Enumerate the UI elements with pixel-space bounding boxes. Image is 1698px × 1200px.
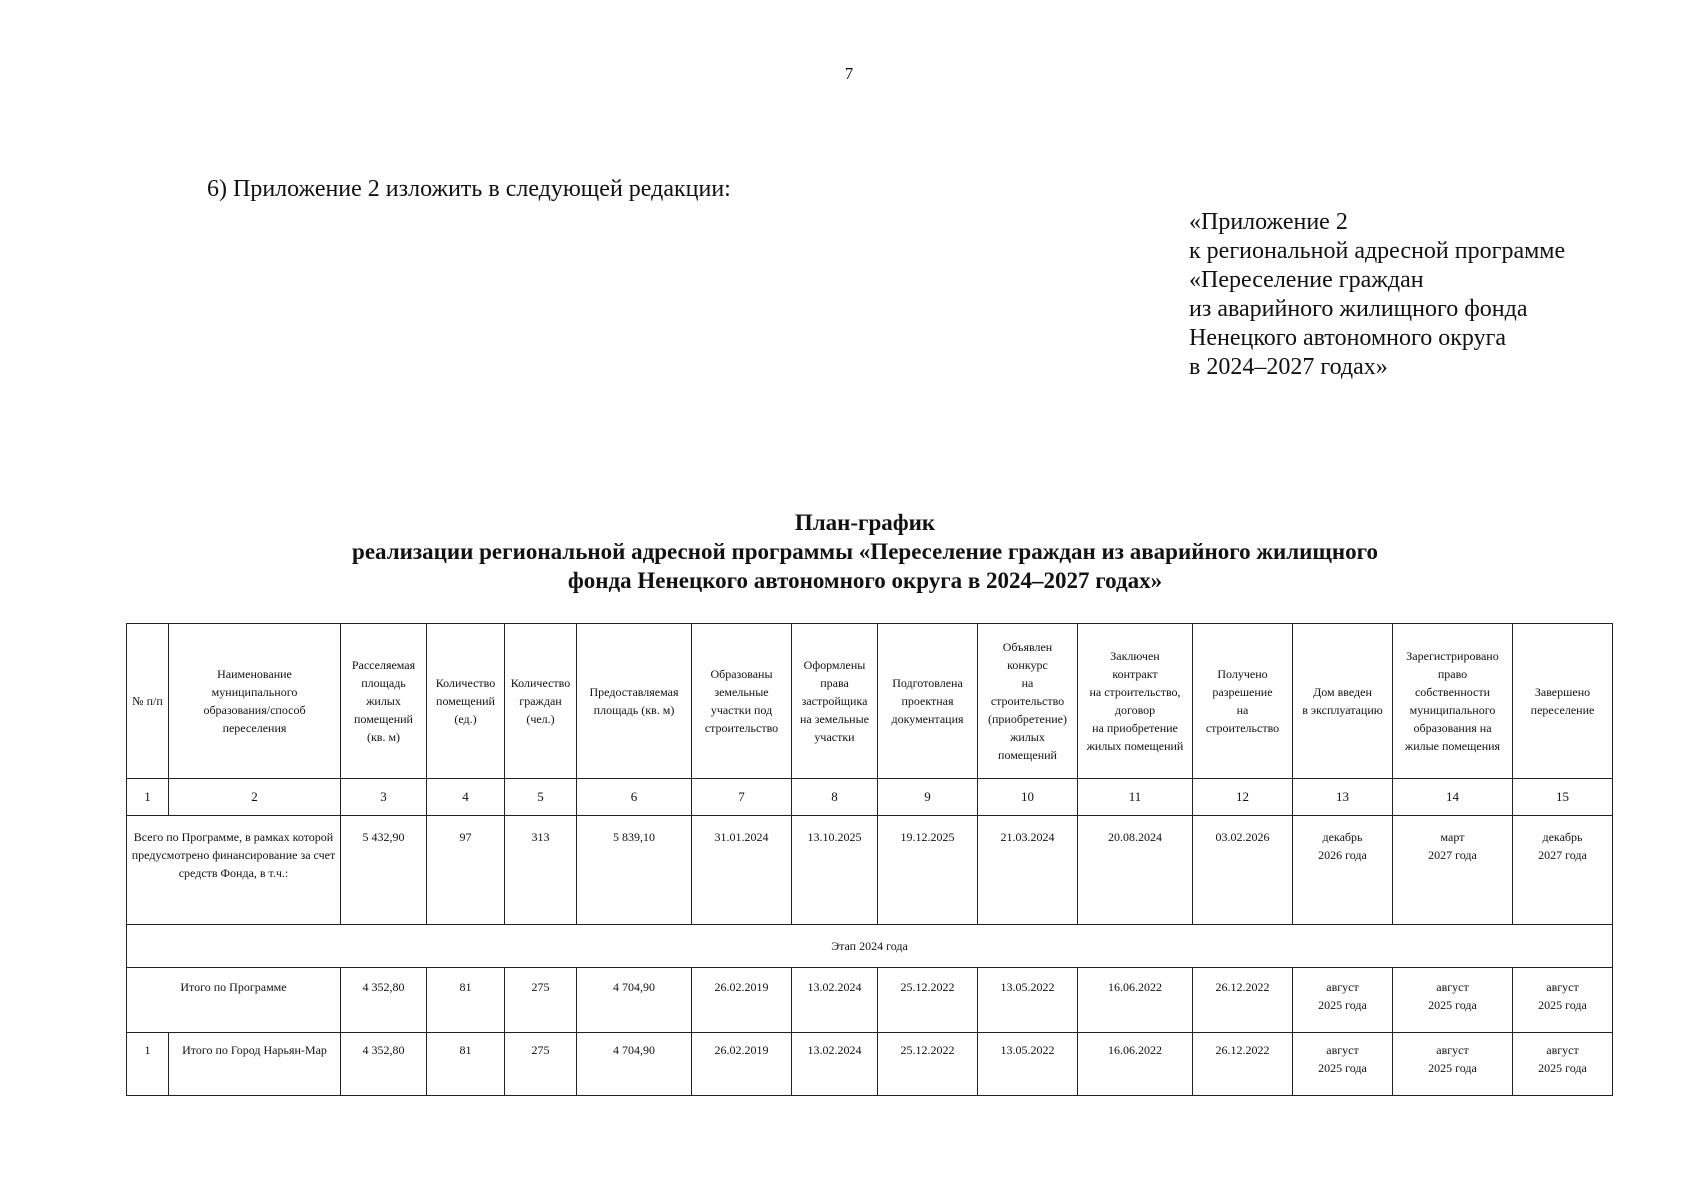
header-text-line: жилых xyxy=(366,694,401,708)
header-text-line: строительство xyxy=(990,694,1065,708)
cell-value: 26.02.2019 xyxy=(692,968,792,1033)
header-text-line: на строительство, xyxy=(1089,685,1181,699)
header-text-line: помещений xyxy=(354,712,413,726)
cell-value: 81 xyxy=(427,1033,505,1096)
column-number: 5 xyxy=(505,779,577,816)
date-text-line: август xyxy=(1326,1043,1359,1057)
column-number: 6 xyxy=(577,779,692,816)
column-header xyxy=(1078,624,1193,779)
cell-date xyxy=(1393,816,1513,925)
appendix-line: в 2024–2027 годах» xyxy=(1189,354,1388,380)
date-text-line: 2025 года xyxy=(1318,1061,1367,1075)
column-header xyxy=(1513,624,1613,779)
column-header xyxy=(127,624,169,779)
header-text-line: Объявлен xyxy=(1002,640,1053,654)
column-header xyxy=(427,624,505,779)
cell-date xyxy=(1393,968,1513,1033)
date-text-line: август xyxy=(1546,980,1579,994)
table-header-row xyxy=(127,624,1613,779)
date-text-line: март xyxy=(1440,830,1465,844)
cell-value: 13.02.2024 xyxy=(792,968,878,1033)
intro-paragraph: 6) Приложение 2 изложить в следующей редакции: xyxy=(207,176,731,202)
cell-value: 13.10.2025 xyxy=(792,816,878,925)
header-text-line: образования/способ xyxy=(203,703,306,717)
cell-value: 03.02.2026 xyxy=(1193,816,1293,925)
cell-value: 97 xyxy=(427,816,505,925)
column-number: 15 xyxy=(1513,779,1613,816)
header-text-line: документация xyxy=(891,712,964,726)
header-text-line: в эксплуатацию xyxy=(1302,703,1383,717)
column-header xyxy=(577,624,692,779)
header-text-line: площадь xyxy=(361,676,406,690)
cell-value: 26.12.2022 xyxy=(1193,968,1293,1033)
header-text-line: муниципального xyxy=(211,685,298,699)
appendix-reference xyxy=(1189,208,1565,382)
header-text-line: муниципального xyxy=(1409,703,1496,717)
header-text-line: права xyxy=(820,676,849,690)
cell-date xyxy=(1393,1033,1513,1096)
cell-value: 4 352,80 xyxy=(341,968,427,1033)
header-text-line: Подготовлена xyxy=(892,676,963,690)
header-text-line: на земельные xyxy=(799,712,869,726)
municipality-row-label: Итого по Город Нарьян-Мар xyxy=(169,1033,341,1096)
header-text-line: строительство xyxy=(704,721,779,735)
column-number: 14 xyxy=(1393,779,1513,816)
header-text-line: № п/п xyxy=(132,694,163,708)
column-number: 12 xyxy=(1193,779,1293,816)
cell-date xyxy=(1293,1033,1393,1096)
header-text-line: договор xyxy=(1114,703,1156,717)
appendix-line: из аварийного жилищного фонда xyxy=(1189,296,1528,322)
cell-date xyxy=(1513,816,1613,925)
cell-value: 26.12.2022 xyxy=(1193,1033,1293,1096)
cell-value: 4 704,90 xyxy=(577,1033,692,1096)
date-text-line: 2025 года xyxy=(1538,1061,1587,1075)
page-number: 7 xyxy=(844,64,854,83)
program-row-label: Итого по Программе xyxy=(127,968,341,1033)
cell-value: 81 xyxy=(427,968,505,1033)
header-text-line: граждан xyxy=(519,694,562,708)
cell-value: 25.12.2022 xyxy=(878,1033,978,1096)
date-text-line: 2026 года xyxy=(1318,848,1367,862)
cell-value: 5 432,90 xyxy=(341,816,427,925)
column-number: 13 xyxy=(1293,779,1393,816)
date-text-line: 2025 года xyxy=(1428,1061,1477,1075)
header-text-line: (приобретение) xyxy=(987,712,1067,726)
cell-date xyxy=(1293,968,1393,1033)
date-text-line: август xyxy=(1436,1043,1469,1057)
cell-value: 13.05.2022 xyxy=(978,1033,1078,1096)
header-text-line: участки под xyxy=(710,703,773,717)
header-text-line: (ед.) xyxy=(454,712,477,726)
column-number: 1 xyxy=(127,779,169,816)
date-text-line: декабрь xyxy=(1542,830,1583,844)
header-text-line: переселения xyxy=(222,721,287,735)
header-text-line: Предоставляемая xyxy=(589,685,679,699)
header-text-line: (кв. м) xyxy=(366,730,401,744)
appendix-line: Ненецкого автономного округа xyxy=(1189,325,1507,351)
cell-value: 4 704,90 xyxy=(577,968,692,1033)
column-header xyxy=(1293,624,1393,779)
header-text-line: конкурс xyxy=(1007,658,1048,672)
header-text-line: на xyxy=(1236,703,1249,717)
header-text-line: строительство xyxy=(1205,721,1280,735)
header-text-line: собственности xyxy=(1414,685,1491,699)
cell-value: 25.12.2022 xyxy=(878,968,978,1033)
column-header xyxy=(505,624,577,779)
column-number: 7 xyxy=(692,779,792,816)
header-text-line: жилых xyxy=(1010,730,1045,744)
cell-value: 26.02.2019 xyxy=(692,1033,792,1096)
column-number: 11 xyxy=(1078,779,1193,816)
header-text-line: Получено xyxy=(1217,667,1268,681)
column-number: 4 xyxy=(427,779,505,816)
header-text-line: площадь (кв. м) xyxy=(593,703,675,717)
header-text-line: Расселяемая xyxy=(351,658,416,672)
header-text-line: контракт xyxy=(1112,667,1158,681)
header-text-line: Оформлены xyxy=(803,658,866,672)
cell-value: 16.06.2022 xyxy=(1078,968,1193,1033)
column-header xyxy=(169,624,341,779)
date-text-line: август xyxy=(1546,1043,1579,1057)
municipality-row xyxy=(127,1033,1613,1096)
total-row xyxy=(127,816,1613,925)
date-text-line: 2025 года xyxy=(1428,998,1477,1012)
date-text-line: 2025 года xyxy=(1538,998,1587,1012)
cell-value: 313 xyxy=(505,816,577,925)
header-text-line: право xyxy=(1437,667,1468,681)
column-number: 8 xyxy=(792,779,878,816)
stage-row xyxy=(127,925,1613,968)
header-text-line: Зарегистрировано xyxy=(1406,649,1499,663)
header-text-line: на xyxy=(1021,676,1034,690)
column-header xyxy=(978,624,1078,779)
cell-date xyxy=(1293,816,1393,925)
date-text-line: декабрь xyxy=(1322,830,1363,844)
program-row xyxy=(127,968,1613,1033)
header-text-line: Завершено xyxy=(1534,685,1591,699)
appendix-line: к региональной адресной программе xyxy=(1189,238,1566,264)
document-title xyxy=(0,508,1698,595)
appendix-line: «Переселение граждан xyxy=(1189,267,1424,293)
column-header xyxy=(692,624,792,779)
date-text-line: август xyxy=(1436,980,1469,994)
header-text-line: (чел.) xyxy=(526,712,555,726)
header-text-line: Наименование xyxy=(217,667,292,681)
header-text-line: Дом введен xyxy=(1313,685,1372,699)
cell-value: 275 xyxy=(505,968,577,1033)
title-line: План-график xyxy=(794,510,936,535)
header-text-line: Количество xyxy=(510,676,571,690)
column-header xyxy=(878,624,978,779)
stage-label: Этап 2024 года xyxy=(127,925,1613,968)
total-row-label: Всего по Программе, в рамках которой предусмотрено финансирование за счет средств Фонда, в т.ч.: xyxy=(127,816,341,925)
appendix-line: «Приложение 2 xyxy=(1189,209,1348,235)
column-number: 2 xyxy=(169,779,341,816)
header-text-line: проектная xyxy=(901,694,954,708)
date-text-line: август xyxy=(1326,980,1359,994)
header-text-line: переселение xyxy=(1530,703,1595,717)
column-header xyxy=(1193,624,1293,779)
column-number: 9 xyxy=(878,779,978,816)
cell-value: 20.08.2024 xyxy=(1078,816,1193,925)
cell-value: 5 839,10 xyxy=(577,816,692,925)
header-text-line: разрешение xyxy=(1212,685,1273,699)
column-number-row xyxy=(127,779,1613,816)
plan-schedule-table xyxy=(126,623,1613,1096)
header-text-line: жилых помещений xyxy=(1086,739,1184,753)
header-text-line: помещений xyxy=(436,694,495,708)
column-header xyxy=(792,624,878,779)
cell-value: 275 xyxy=(505,1033,577,1096)
date-text-line: 2027 года xyxy=(1428,848,1477,862)
header-text-line: жилые помещения xyxy=(1404,739,1501,753)
header-text-line: Образованы xyxy=(710,667,773,681)
header-text-line: Заключен xyxy=(1110,649,1160,663)
header-text-line: помещений xyxy=(998,748,1057,762)
cell-value: 19.12.2025 xyxy=(878,816,978,925)
municipality-row-number: 1 xyxy=(127,1033,169,1096)
column-header xyxy=(1393,624,1513,779)
cell-value: 31.01.2024 xyxy=(692,816,792,925)
header-text-line: на приобретение xyxy=(1092,721,1178,735)
title-line: реализации региональной адресной программы «Переселение граждан из аварийного жилищного xyxy=(352,539,1378,564)
column-number: 10 xyxy=(978,779,1078,816)
cell-value: 21.03.2024 xyxy=(978,816,1078,925)
cell-value: 16.06.2022 xyxy=(1078,1033,1193,1096)
column-header xyxy=(341,624,427,779)
header-text-line: земельные xyxy=(714,685,769,699)
title-line: фонда Ненецкого автономного округа в 2024–2027 годах» xyxy=(567,568,1163,593)
cell-value: 13.05.2022 xyxy=(978,968,1078,1033)
cell-date xyxy=(1513,968,1613,1033)
header-text-line: Количество xyxy=(435,676,496,690)
cell-value: 4 352,80 xyxy=(341,1033,427,1096)
cell-value: 13.02.2024 xyxy=(792,1033,878,1096)
date-text-line: 2025 года xyxy=(1318,998,1367,1012)
header-text-line: застройщика xyxy=(801,694,868,708)
header-text-line: участки xyxy=(814,730,855,744)
cell-date xyxy=(1513,1033,1613,1096)
column-number: 3 xyxy=(341,779,427,816)
date-text-line: 2027 года xyxy=(1538,848,1587,862)
header-text-line: образования на xyxy=(1413,721,1492,735)
